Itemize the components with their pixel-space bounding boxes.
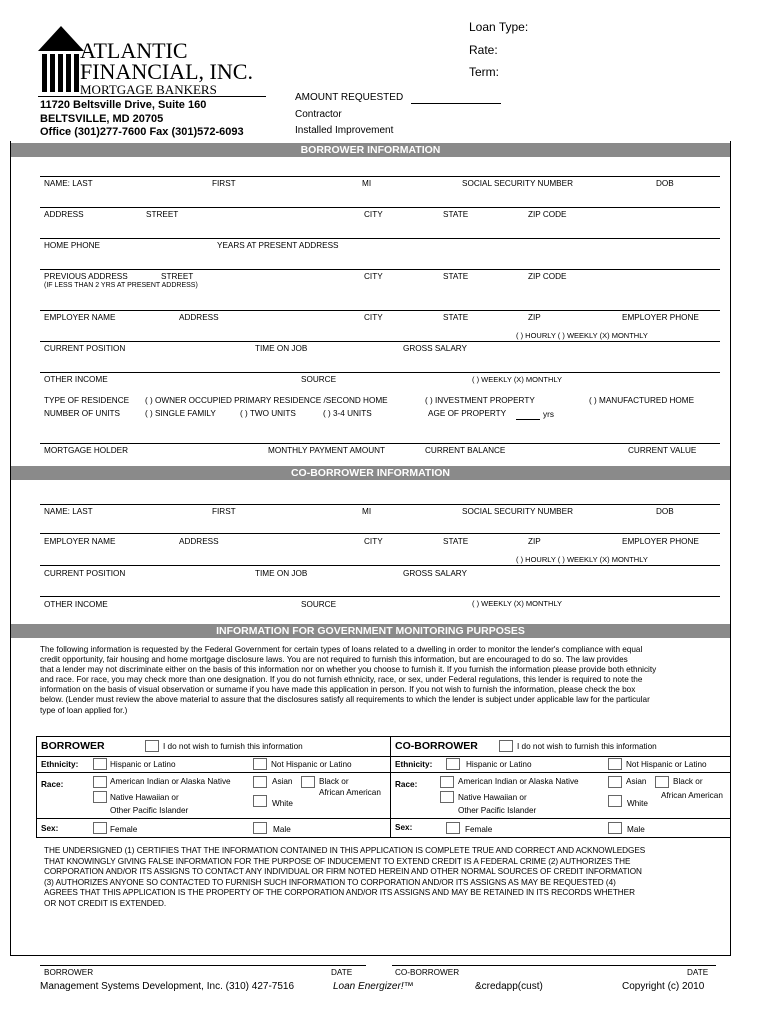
borrower-race-label: Race: [41,780,64,789]
coborrower-hispanic-label: Hispanic or Latino [466,760,532,769]
state-label: STATE [443,210,469,219]
gov-line: and race. For race, you may check more than one designation. If you do not furnish ethnicity, race, or sex, under Federal regulations, this lender is required to note the [40,675,643,685]
coborrower-sex-label: Sex: [395,823,413,832]
gov-coborrower-label: CO-BORROWER [395,740,478,752]
gov-grid-line [36,756,730,757]
coborrower-asian-label: Asian [626,777,647,786]
time-on-job-label: TIME ON JOB [255,344,308,353]
coborrower-american-indian-label: American Indian or Alaska Native [458,777,579,786]
type-of-residence-label: TYPE OF RESIDENCE [44,396,130,405]
borrower-ethnicity-label: Ethnicity: [41,760,79,769]
gross-salary-label: GROSS SALARY [403,344,468,353]
gov-line: type of loan applied for.) [40,705,128,715]
certification-paragraph [44,846,645,910]
coborrower-hispanic-checkbox[interactable] [446,758,460,770]
co-first-name-label: FIRST [212,507,236,516]
borrower-signature-label: BORROWER [44,968,94,977]
borrower-native-hawaiian-checkbox[interactable] [93,791,107,803]
gov-grid-line [36,818,730,819]
gov-line: The following information is requested by the Federal Government for certain types of loans related to a dwelling in order to monitor the lender's compliance with equal [40,645,643,654]
other-income-frequency[interactable]: ( ) WEEKLY (X) MONTHLY [472,375,563,384]
borrower-white-label: White [272,799,293,808]
employer-city-label: CITY [364,313,383,322]
employer-phone-label: EMPLOYER PHONE [622,313,699,322]
co-other-income-label: OTHER INCOME [44,600,108,609]
street-label: STREET [146,210,179,219]
prev-zip-code-label: ZIP CODE [528,272,567,281]
term-label: Term: [469,65,499,79]
footer-copyright: Copyright (c) 2010 [622,981,705,992]
borrower-hispanic-checkbox[interactable] [93,758,107,770]
installed-improvement-label: Installed Improvement [295,125,394,136]
borrower-african-american-label: African American [319,788,381,797]
current-value-label: CURRENT VALUE [628,446,697,455]
company-tagline: MORTGAGE BANKERS [80,82,217,97]
mi-label: MI [362,179,372,188]
form-right-border [730,141,731,956]
coborrower-no-furnish-label: I do not wish to furnish this information [517,742,657,751]
home-phone-label: HOME PHONE [44,241,100,250]
current-balance-label: CURRENT BALANCE [425,446,506,455]
co-employer-name-label: EMPLOYER NAME [44,537,116,546]
gov-line: below. (Lender must review the above material to assure that the disclosures satisfy all requirements to which the lender is subject under applicable law for the particular [40,695,650,705]
form-left-border [10,141,11,956]
borrower-pacific-islander-label: Other Pacific Islander [110,806,189,815]
first-name-label: FIRST [212,179,236,188]
address-label: ADDRESS [44,210,84,219]
footer-form-code: &credapp(cust) [475,981,543,992]
borrower-male-checkbox[interactable] [253,822,267,834]
monthly-payment-label: MONTHLY PAYMENT AMOUNT [268,446,386,455]
company-name-line2: FINANCIAL, INC. [80,59,253,84]
coborrower-date-label: DATE [687,968,709,977]
co-current-position-label: CURRENT POSITION [44,569,126,578]
coborrower-african-american-label: African American [661,791,723,800]
coborrower-white-label: White [627,799,648,808]
co-dob-label: DOB [656,507,674,516]
city-label: CITY [364,210,383,219]
borrower-not-hispanic-label: Not Hispanic or Latino [271,760,352,769]
footer-product: Loan Energizer!™ [333,981,414,992]
mortgage-holder-label: MORTGAGE HOLDER [44,446,129,455]
borrower-black-checkbox[interactable] [301,776,315,788]
coborrower-section-title: CO-BORROWER INFORMATION [11,466,730,480]
coborrower-black-label: Black or [673,777,703,786]
age-of-property-field[interactable] [516,419,540,420]
gov-line: information on the basis of visual observation or surname if you have made this application in person. If you not wish to furnish the information, please check the box [40,685,636,695]
coborrower-female-label: Female [465,825,493,834]
years-at-address-label: YEARS AT PRESENT ADDRESS [217,241,339,250]
pay-frequency-options[interactable]: ( ) HOURLY ( ) WEEKLY (X) MONTHLY [516,331,648,340]
coborrower-white-checkbox[interactable] [608,795,622,807]
borrower-hispanic-label: Hispanic or Latino [110,760,176,769]
borrower-no-furnish-label: I do not wish to furnish this information [163,742,303,751]
employer-state-label: STATE [443,313,469,322]
borrower-male-label: Male [273,825,291,834]
other-income-field[interactable] [40,372,720,373]
employer-zip-label: ZIP [528,313,541,322]
borrower-black-label: Black or [319,777,349,786]
coborrower-not-hispanic-checkbox[interactable] [608,758,622,770]
gov-disclosure-paragraph [40,645,656,716]
cert-line: OR NOT CREDIT IS EXTENDED. [44,898,167,908]
age-of-property-label: AGE OF PROPERTY [428,409,507,418]
borrower-female-label: Female [110,825,138,834]
coborrower-black-checkbox[interactable] [655,776,669,788]
borrower-sex-label: Sex: [41,824,59,833]
prev-street-label: STREET [161,272,194,281]
coborrower-name-field[interactable] [40,504,720,505]
manufactured-home-option[interactable]: ( ) MANUFACTURED HOME [589,396,695,405]
gov-line: credit opportunity, fair housing and home mortgage disclosure laws. You are not required to furnish this information, but are encouraged to do so. The law provides [40,655,628,665]
borrower-american-indian-checkbox[interactable] [93,776,107,788]
coborrower-ethnicity-label: Ethnicity: [395,760,433,769]
coborrower-american-indian-checkbox[interactable] [440,776,454,788]
borrower-section-title: BORROWER INFORMATION [11,143,730,157]
position-field[interactable] [40,341,720,342]
gov-borrower-label: BORROWER [41,740,105,752]
dob-label: DOB [656,179,674,188]
owner-occupied-option[interactable]: ( ) OWNER OCCUPIED PRIMARY RESIDENCE /SECOND HOME [145,396,388,405]
employer-field[interactable] [40,310,720,311]
coborrower-pacific-islander-label: Other Pacific Islander [458,806,537,815]
address-line2: BELTSVILLE, MD 20705 [40,113,164,125]
co-position-field[interactable] [40,565,720,566]
prev-state-label: STATE [443,272,469,281]
gov-grid-line [36,837,730,838]
co-time-on-job-label: TIME ON JOB [255,569,308,578]
borrower-date-label: DATE [331,968,353,977]
cert-line: AGREES THAT THIS APPLICATION IS THE PROPERTY OF THE CORPORATION AND/OR ITS ASSIGNS AND MAY BE RETAINED IN ITS RECORDS WHETHER [44,888,635,898]
previous-address-field[interactable] [40,269,720,270]
co-name-last-label: NAME: LAST [44,507,93,516]
previous-address-label: PREVIOUS ADDRESS [44,272,128,281]
gov-grid-divider [390,736,391,837]
co-income-source-label: SOURCE [301,600,337,609]
borrower-not-hispanic-checkbox[interactable] [253,758,267,770]
home-phone-field[interactable] [40,238,720,239]
gov-line: that a lender may not discriminate either on the basis of this information nor on whether you choose to furnish it. If you furnish the information please provide both ethnicity [40,665,657,675]
single-family-option[interactable]: ( ) SINGLE FAMILY [145,409,216,418]
gov-monitoring-title: INFORMATION FOR GOVERNMENT MONITORING PURPOSES [11,624,730,638]
coborrower-signature-label: CO-BORROWER [395,968,460,977]
co-mi-label: MI [362,507,372,516]
yrs-label: yrs [543,410,554,419]
income-source-label: SOURCE [301,375,337,384]
co-ssn-label: SOCIAL SECURITY NUMBER [462,507,574,516]
coborrower-not-hispanic-label: Not Hispanic or Latino [626,760,707,769]
logo-underline [38,96,266,97]
address-line1: 11720 Beltsville Drive, Suite 160 [40,99,207,111]
three-four-units-option[interactable]: ( ) 3-4 UNITS [323,409,372,418]
co-employer-address-label: ADDRESS [179,537,219,546]
co-other-income-frequency[interactable]: ( ) WEEKLY (X) MONTHLY [472,599,563,608]
building-logo-icon [36,24,86,94]
co-employer-city-label: CITY [364,537,383,546]
borrower-address-field[interactable] [40,207,720,208]
current-position-label: CURRENT POSITION [44,344,126,353]
coborrower-native-hawaiian-label: Native Hawaiian or [458,793,527,802]
employer-name-label: EMPLOYER NAME [44,313,116,322]
number-of-units-label: NUMBER OF UNITS [44,409,120,418]
gov-grid-top [36,736,730,737]
co-employer-field[interactable] [40,533,720,534]
contractor-label: Contractor [295,109,342,120]
borrower-name-field[interactable] [40,176,720,177]
cert-line: THAT KNOWINGLY GIVING FALSE INFORMATION FOR THE PURPOSE OF INDUCEMENT TO EXTEND CREDIT IS A FEDERAL CRIME (2) AUTHORIZES THE [44,856,631,866]
coborrower-asian-checkbox[interactable] [608,776,622,788]
coborrower-race-label: Race: [395,780,418,789]
name-last-label: NAME: LAST [44,179,93,188]
cert-line: (3) AUTHORIZES ANYONE SO CONTACTED TO FURNISH SUCH INFORMATION TO CORPORATION AND/OR ITS ASSIGNS AS MAY BE REQUESTED (4) [44,877,616,887]
borrower-asian-checkbox[interactable] [253,776,267,788]
amount-requested-label: AMOUNT REQUESTED [295,92,404,103]
mortgage-field[interactable] [40,443,720,444]
borrower-native-hawaiian-label: Native Hawaiian or [110,793,179,802]
rate-label: Rate: [469,43,498,57]
amount-requested-field[interactable] [411,103,501,104]
co-employer-phone-label: EMPLOYER PHONE [622,537,699,546]
previous-address-note: (IF LESS THAN 2 YRS AT PRESENT ADDRESS) [44,282,198,289]
coborrower-male-checkbox[interactable] [608,822,622,834]
footer-vendor: Management Systems Development, Inc. (310) 427-7516 [40,981,295,992]
gov-grid-left [36,736,37,837]
co-gross-salary-label: GROSS SALARY [403,569,468,578]
borrower-white-checkbox[interactable] [253,795,267,807]
coborrower-signature-line[interactable] [392,965,716,966]
zip-code-label: ZIP CODE [528,210,567,219]
gov-grid-line [36,772,730,773]
prev-city-label: CITY [364,272,383,281]
cert-line: CORPORATION AND/OR ITS ASSIGNS TO CONTACT ANY INDIVIDUAL OR FIRM NOTED HEREIN AND OTHER NORMAL SOURCES OF CREDIT INFORMATION [44,867,642,877]
co-other-income-field[interactable] [40,596,720,597]
two-units-option[interactable]: ( ) TWO UNITS [240,409,296,418]
company-name-line1: ATLANTIC [80,38,188,63]
coborrower-male-label: Male [627,825,645,834]
employer-address-label: ADDRESS [179,313,219,322]
borrower-asian-label: Asian [272,777,293,786]
co-employer-state-label: STATE [443,537,469,546]
borrower-signature-line[interactable] [40,965,366,966]
borrower-female-checkbox[interactable] [93,822,107,834]
co-pay-frequency-options[interactable]: ( ) HOURLY ( ) WEEKLY (X) MONTHLY [516,555,648,564]
co-employer-zip-label: ZIP [528,537,541,546]
form-bottom-border [10,955,731,956]
phone-line: Office (301)277-7600 Fax (301)572-6093 [40,126,244,138]
borrower-american-indian-label: American Indian or Alaska Native [110,777,231,786]
coborrower-female-checkbox[interactable] [446,822,460,834]
coborrower-no-furnish-checkbox[interactable] [499,740,513,752]
ssn-label: SOCIAL SECURITY NUMBER [462,179,574,188]
other-income-label: OTHER INCOME [44,375,108,384]
investment-property-option[interactable]: ( ) INVESTMENT PROPERTY [425,396,535,405]
coborrower-native-hawaiian-checkbox[interactable] [440,791,454,803]
cert-line: THE UNDERSIGNED (1) CERTIFIES THAT THE INFORMATION CONTAINED IN THIS APPLICATION IS COMPLETE TRUE AND CORRECT AND ACKNOWLEDGES [44,846,646,855]
loan-type-label: Loan Type: [469,20,529,34]
borrower-no-furnish-checkbox[interactable] [145,740,159,752]
